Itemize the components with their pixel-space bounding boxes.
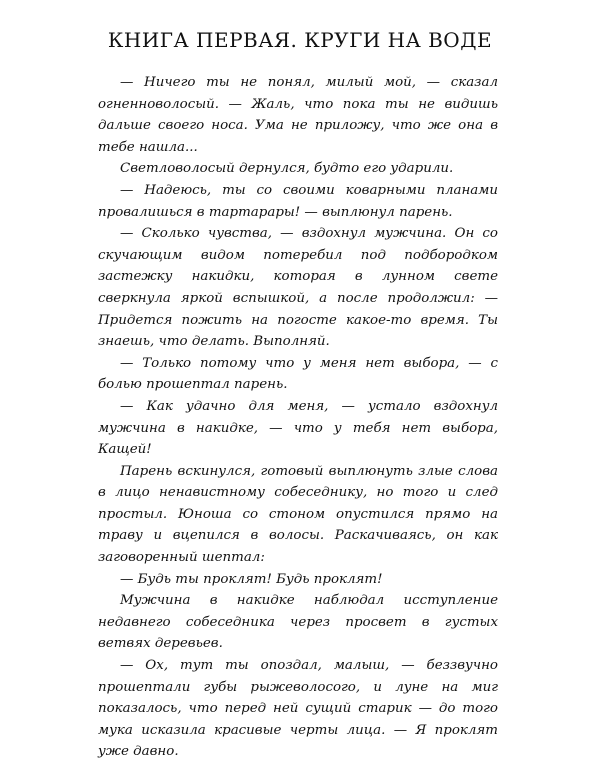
paragraph: — Как удачно для меня, — устало вздохнул мужчина в накидке, — что у тебя нет выбора, Кащей! [98, 398, 498, 458]
paragraph: — Надеюсь, ты со своими коварными планами провалишься в тартарары! — выплюнул парень. [98, 182, 498, 220]
paragraph: Парень вскинулся, готовый выплюнуть злые слова в лицо ненавистному собеседнику, но того и след простыл. Юноша со стоном опустился прямо на траву и вцепился в волосы. Раскачиваясь, он как заговоренный шептал: [98, 463, 498, 566]
paragraph: — Ох, тут ты опоздал, малыш, — беззвучно прошептали губы рыжеволосого, и луне на миг показалось, что перед ней сущий старик — до того мука исказила красивые черты лица. — Я проклят уже давно. [98, 658, 498, 760]
paragraph: — Ничего ты не понял, милый мой, — сказал огненноволосый. — Жаль, что пока ты не видишь дальше своего носа. Ума не приложу, что же она в тебе нашла... [98, 75, 498, 155]
body-text [98, 72, 498, 763]
paragraph: — Только потому что у меня нет выбора, — с болью прошептал парень. [98, 355, 498, 393]
paragraph: — Сколько чувства, — вздохнул мужчина. Он со скучающим видом потеребил под подбородком застежку накидки, которая в лунном свете сверкнула яркой вспышкой, а после продолжил: — Придется пожить на погосте какое-то время. Ты знаешь, что делать. Выполняй. [98, 226, 498, 350]
paragraph: Мужчина в накидке наблюдал исступление недавнего собеседника через просвет в густых ветвях деревьев. [98, 593, 498, 652]
running-header: КНИГА ПЕРВАЯ. КРУГИ НА ВОДЕ [107, 28, 493, 52]
paragraph: Светловолосый дернулся, будто его ударили. [120, 161, 454, 177]
paragraph: — Будь ты проклят! Будь проклят! [120, 571, 383, 587]
